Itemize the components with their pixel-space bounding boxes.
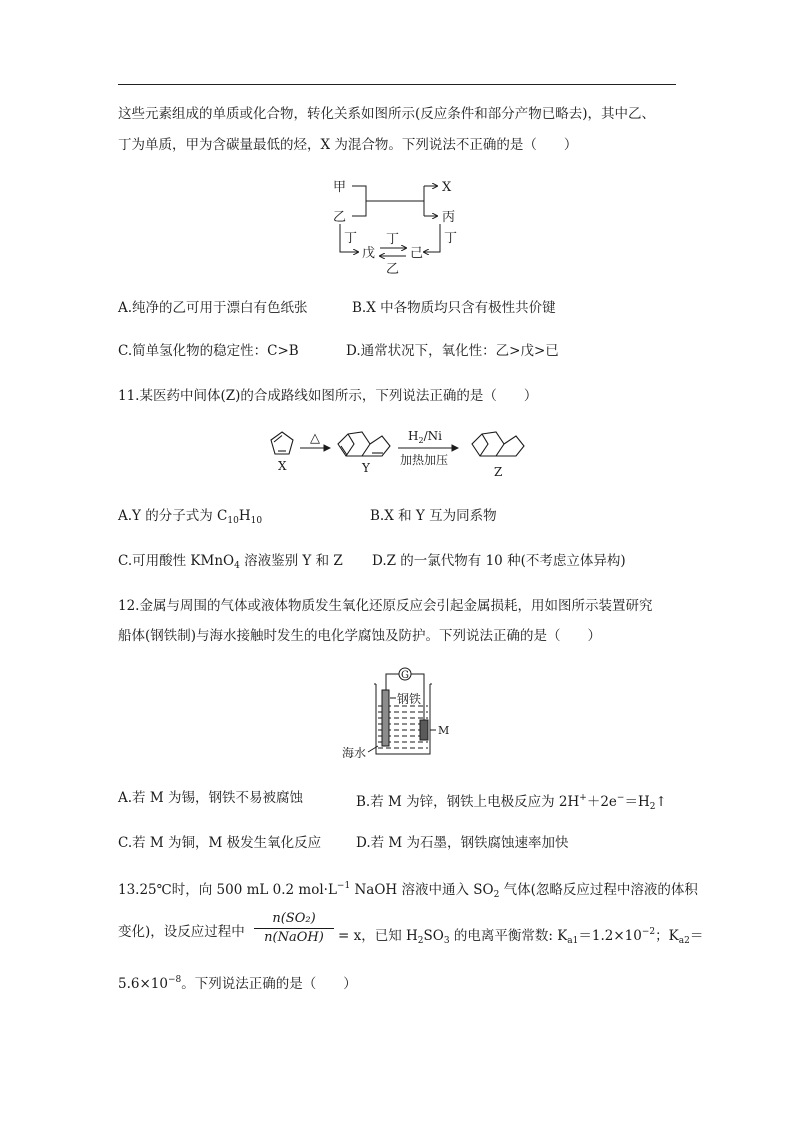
q10-option-b[interactable]: B.X 中各物质均只含有极性共价键 <box>352 300 556 316</box>
reaction-conditions: 加热加压 <box>400 453 449 467</box>
label-ji: 己 <box>410 246 424 261</box>
q12-stem-line-2: 船体(钢铁制)与海水接触时发生的电化学腐蚀及防护。下列说法正确的是（ ） <box>118 628 602 644</box>
q11-option-b[interactable]: B.X 和 Y 互为同系物 <box>370 508 497 524</box>
label-yi-bottom: 乙 <box>386 262 400 277</box>
q11-stem: 11.某医药中间体(Z)的合成路线如图所示，下列说法正确的是（ ） <box>118 388 538 404</box>
label-compound-y: Y <box>362 461 370 475</box>
q13-stem-line-1: 13.25℃时，向 500 mL 0.2 $mol\cdot L^{-1}$ NaOH 溶液中通入 $SO_2$ 气体(忽略反应过程中溶液的体积 <box>118 881 698 900</box>
label-ding-right: 丁 <box>444 231 458 246</box>
q11-option-a[interactable]: A.Y 的分子式为 $C_{10}H_{10}$ <box>118 508 263 526</box>
galvanometer-label: G <box>401 670 409 681</box>
label-compound-z: Z <box>494 465 503 479</box>
fraction-numerator: n(SO₂) <box>254 910 334 929</box>
corrosion-apparatus <box>338 662 468 764</box>
label-bing: 丙 <box>442 210 456 225</box>
steel-label: 钢铁 <box>397 692 422 706</box>
mole-ratio-fraction <box>254 910 334 947</box>
label-ding-mid: 丁 <box>386 232 400 247</box>
q12-option-c[interactable]: C.若 M 为铜，M 极发生氧化反应 <box>118 835 322 851</box>
intro-line-2: 丁为单质，甲为含碳量最低的烃，X 为混合物。下列说法不正确的是（ ） <box>118 137 578 153</box>
seawater-label: 海水 <box>342 746 367 760</box>
label-compound-x: X <box>278 459 287 473</box>
electrode-m-label: M <box>438 724 450 737</box>
svg-text:H2/Ni: $H_2/Ni$ <box>408 429 442 445</box>
fraction-denominator: n(NaOH) <box>264 930 324 945</box>
q13-stem-line-3: $5.6\times 10^{-8}$。下列说法正确的是（ ） <box>118 975 357 992</box>
intro-line-1: 这些元素组成的单质或化合物，转化关系如图所示(反应条件和部分产物已略去)，其中乙、 <box>118 106 656 122</box>
q10-option-d[interactable]: D.通常状况下，氧化性：乙>戊>已 <box>346 343 559 359</box>
q12-option-d[interactable]: D.若 M 为石墨，钢铁腐蚀速率加快 <box>356 835 569 851</box>
conversion-diagram <box>320 172 470 278</box>
q13-stem-line-2-pre: 变化)，设反应过程中 <box>118 924 245 940</box>
label-x: X <box>442 180 452 195</box>
q10-option-a[interactable]: A.纯净的乙可用于漂白有色纸张 <box>118 300 308 316</box>
q12-option-b[interactable]: B.若 M 为锌，钢铁上电极反应为 $2H^++2e^-=H_2↑$ <box>356 793 667 812</box>
q11-option-d[interactable]: D.Z 的一氯代物有 10 种(不考虑立体异构) <box>372 553 626 569</box>
header-rule <box>118 84 676 85</box>
q11-option-c[interactable]: C.可用酸性 KMnO$_4$ 溶液鉴别 Y 和 Z <box>118 553 343 571</box>
heat-symbol: △ <box>310 431 320 446</box>
q12-stem-line-1: 12.金属与周围的气体或液体物质发生氧化还原反应会引起金属损耗，用如图所示装置研究 <box>118 598 653 614</box>
q13-stem-line-2-post: = x，已知 $H_2SO_3$ 的电离平衡常数: $K_{a1}=1.2\times 10^{-2}$；$K_{a2}=$ <box>338 927 704 946</box>
label-wu: 戊 <box>362 246 376 261</box>
synthesis-scheme <box>258 422 538 482</box>
q10-option-c[interactable]: C.简单氢化物的稳定性：C>B <box>118 343 299 359</box>
label-yi: 乙 <box>333 210 347 225</box>
q12-option-a[interactable]: A.若 M 为锡，钢铁不易被腐蚀 <box>118 790 303 806</box>
label-ding-left: 丁 <box>344 231 358 246</box>
label-jia: 甲 <box>333 180 347 195</box>
